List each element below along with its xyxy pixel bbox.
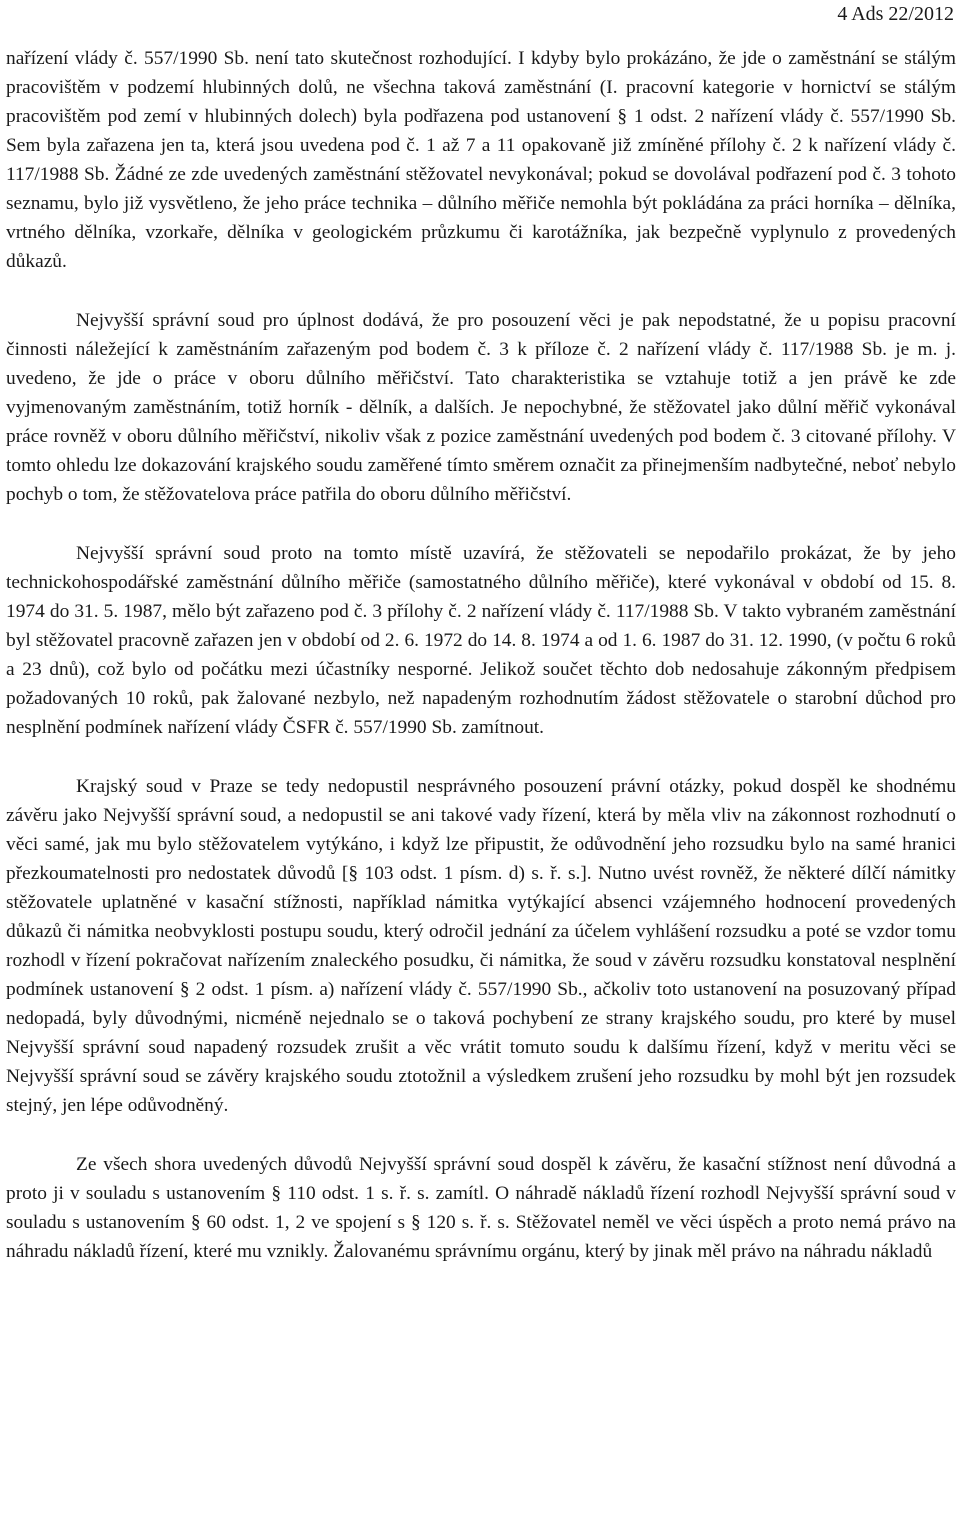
case-reference: 4 Ads 22/2012: [837, 3, 954, 25]
paragraph-regional-court: Krajský soud v Praze se tedy nedopustil nesprávného posouzení právní otázky, pokud dospěl ke shodnému závěru jako Nejvyšší správní soud, a nedopustil se ani takové vady řízení, která by měla vliv na zákonnost rozhodnutí o věci samé, jak mu bylo stěžovatelem vytýkáno, i když lze připustit, že odůvodnění jeho rozsudku bylo na samé hranici přezkoumatelnosti pro nedostatek důvodů [§ 103 odst. 1 písm. d) s. ř. s.]. Nutno uvést rovněž, že některé dílčí námitky stěžovatele uplatněné v kasační stížnosti, například námitka vytýkající absenci vzájemného hodnocení provedených důkazů či námitka neobvyklosti postupu soudu, který odročil jednání za účelem vyhlášení rozsudku a poté se vzdor tomu rozhodl v řízení pokračovat nařízením znaleckého posudku, či námitka, že soud v závěru rozsudku konstatoval nesplnění podmínek ustanovení § 2 odst. 1 písm. a) nařízení vlády č. 557/1990 Sb., ačkoliv toto ustanovení na posuzovaný případ nedopadá, byly důvodnými, nicméně nejednalo se o taková pochybení ze strany krajského soudu, pro které by musel Nejvyšší správní soud napadený rozsudek zrušit a věc vrátit tomuto soudu k dalšímu řízení, když v meritu věci se Nejvyšší správní soud se závěry krajského soudu ztotožnil a výsledkem zrušení jeho rozsudku by mohl být jen rozsudek stejný, jen lépe odůvodněný.: [6, 776, 956, 1116]
paragraph-conclusion: Nejvyšší správní soud proto na tomto místě uzavírá, že stěžovateli se nepodařilo prokázat, že by jeho technickohospodářské zaměstnání důlního měřiče (samostatného důlního měřiče), které vykonával v období od 15. 8. 1974 do 31. 5. 1987, mělo být zařazeno pod č. 3 přílohy č. 2 nařízení vlády č. 117/1988 Sb. V takto vybraném zaměstnání byl stěžovatel pracovně zařazen jen v období od 2. 6. 1972 do 14. 8. 1974 a od 1. 6. 1987 do 31. 12. 1990, (v počtu 6 roků a 23 dnů), což bylo od počátku mezi účastníky nesporné. Jelikož součet těchto dob nedosahuje zákonným předpisem požadovaných 10 roků, pak žalované nezbylo, než napadeným rozhodnutím žádost stěžovatele o starobní důchod pro nesplnění podmínek nařízení vlády ČSFR č. 557/1990 Sb. zamítnout.: [6, 543, 956, 738]
paragraph-supplement: Nejvyšší správní soud pro úplnost dodává, že pro posouzení věci je pak nepodstatné, že u popisu pracovní činnosti náležející k zaměstnáním zařazeným pod bodem č. 3 k příloze č. 2 nařízení vlády č. 117/1988 Sb. je m. j. uvedeno, že jde o práce v oboru důlního měřičství. Tato charakteristika se vztahuje totiž a jen právě ke zde vyjmenovaným zaměstnáním, totiž horník - dělník, a dalších. Je nepochybné, že stěžovatel jako důlní měřič vykonával práce rovněž v oboru důlního měřičství, nikoliv však z pozice zaměstnání uvedených pod bodem č. 3 citované přílohy. V tomto ohledu lze dokazování krajského soudu zaměřené tímto směrem označit za přinejmenším nadbytečné, neboť nebylo pochyb o tom, že stěžovatelova práce patřila do oboru důlního měřičství.: [6, 310, 956, 505]
document-body: [6, 44, 956, 1266]
paragraph-decision: Ze všech shora uvedených důvodů Nejvyšší správní soud dospěl k závěru, že kasační stížnost není důvodná a proto ji v souladu s ustanovením § 110 odst. 1 s. ř. s. zamítl. O náhradě nákladů řízení rozhodl Nejvyšší správní soud v souladu s ustanovením § 60 odst. 1, 2 ve spojení s § 120 s. ř. s. Stěžovatel neměl ve věci úspěch a proto nemá právo na náhradu nákladů řízení, které mu vznikly. Žalovanému správnímu orgánu, který by jinak měl právo na náhradu nákladů: [6, 1154, 956, 1262]
paragraph-continuation: nařízení vlády č. 557/1990 Sb. není tato skutečnost rozhodující. I kdyby bylo prokázáno, že jde o zaměstnání se stálým pracovištěm v podzemí hlubinných dolů, ne všechna taková zaměstnání (I. pracovní kategorie v hornictví se stálým pracovištěm pod zemí v hlubinných dolech) byla podřazena pod ustanovení § 1 odst. 2 nařízení vlády č. 557/1990 Sb. Sem byla zařazena jen ta, která jsou uvedena pod č. 1 až 7 a 11 opakovaně již zmíněné přílohy č. 2 k nařízení vlády č. 117/1988 Sb. Žádné ze zde uvedených zaměstnání stěžovatel nevykonával; pokud se dovolával podřazení pod č. 3 tohoto seznamu, bylo již vysvětleno, že jeho práce technika – důlního měřiče nemohla být pokládána za práci horníka – dělníka, vrtného dělníka, vzorkaře, dělníka v geologickém průzkumu či karotážníka, jak bezpečně vyplynulo z provedených důkazů.: [6, 48, 956, 272]
